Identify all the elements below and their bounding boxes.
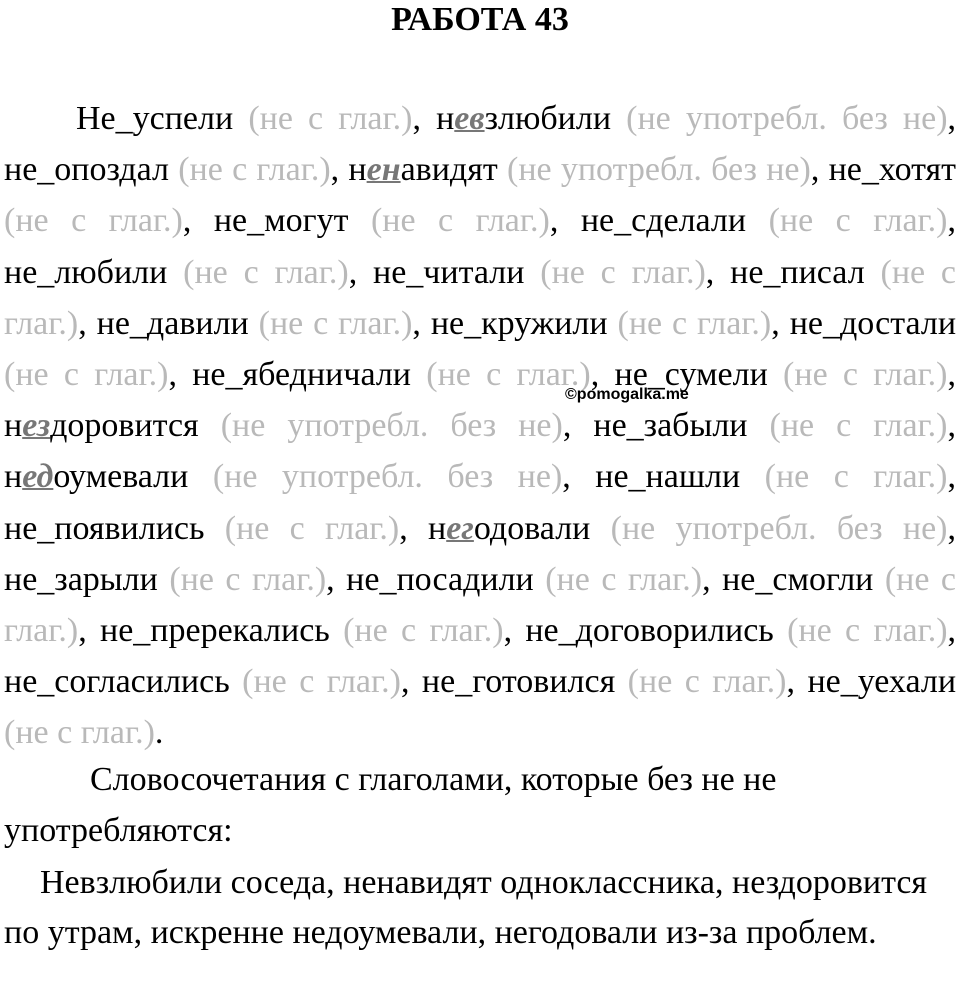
note-ne-s-glag: (не с глаг.) <box>783 356 948 394</box>
word: не_появились <box>4 509 205 547</box>
word: не_готовился <box>421 663 616 701</box>
word: не_зарыли <box>4 560 158 598</box>
note-ne-s-glag: (не с глаг.) <box>545 560 703 598</box>
note-ne-s-glag: (не с глаг.) <box>242 663 401 701</box>
word: не_пререкались <box>100 612 330 650</box>
word: не_кружили <box>430 304 608 342</box>
word: не_ябедничали <box>192 356 411 394</box>
word: не_уехали <box>807 663 957 701</box>
word: не_опоздал <box>4 151 169 189</box>
word-rest: одовали <box>473 509 591 547</box>
highlighted-letters: ег <box>446 509 474 547</box>
word-rest: оумевали <box>53 458 189 496</box>
note-ne-s-glag: (не с глаг.) <box>258 304 413 342</box>
word: не_забыли <box>593 407 748 445</box>
highlighted-letters: ез <box>22 407 51 445</box>
word: не_согласились <box>4 663 230 701</box>
watermark: ©pomogalka.me <box>565 386 689 403</box>
word: Не_успели <box>76 100 234 137</box>
note-ne-s-glag: (не с глаг.) <box>768 202 948 240</box>
page-title: РАБОТА 43 <box>391 1 569 38</box>
note-ne-upotr: (не употребл. без не) <box>507 151 811 189</box>
note-ne-s-glag: (не с глаг.) <box>540 253 706 291</box>
word-rest: доровится <box>50 407 199 445</box>
word-rest: злюбили <box>484 100 612 137</box>
examples-text: Невзлюбили соседа, ненавидят одноклассника, нездоровится по утрам, искренне недоумевали, негодовали из-за проблем. <box>4 864 928 951</box>
word: не_нашли <box>595 458 741 496</box>
note-ne-s-glag: (не с глаг.) <box>617 304 772 342</box>
word-pre: н <box>348 151 367 189</box>
note-ne-s-glag: (не с глаг.) <box>343 612 504 650</box>
word: не_хотят <box>828 151 957 189</box>
note-ne-s-glag: (не с глаг.) <box>4 202 183 240</box>
conclusion-text: Словосочетания с глаголами, которые без не не употребляются: <box>4 761 777 850</box>
word: не_смогли <box>722 560 874 598</box>
note-ne-s-glag: (не с глаг.) <box>4 253 957 342</box>
exercise-text: Не_успели (не с глаг.), невзлюбили (не употребл. без не), не_опоздал (не с глаг.), ненавидят (не употребл. без не), не_хотят (не с глаг.), не_могут (не с глаг.), не_сделали (не с глаг.), не_любили (не с глаг.), не_читали (не с глаг.), не_писал (не с глаг.), не_давили (не с глаг.), не_кружили (не с глаг.), не_достали (не с глаг.), не_ябедничали (не с глаг.), не_сумели (не с глаг.), нездоровится (не употребл. без не), не_забыли (не с глаг.), недоумевали (не употребл. без не), не_нашли (не с глаг.), не_появились (не с глаг.), негодовали (не употребл. без не), не_зарыли (не с глаг.), не_посадили (не с глаг.), не_смогли (не с глаг.), не_пререкались (не с глаг.), не_договорились (не с глаг.), не_согласились (не с глаг.), не_готовился (не с глаг.), не_уехали (не с глаг.). <box>4 100 957 752</box>
note-ne-s-glag: (не с глаг.) <box>4 714 155 752</box>
note-ne-upotr: (не употребл. без не) <box>220 407 563 445</box>
note-ne-s-glag: (не с глаг.) <box>183 253 349 291</box>
note-ne-upotr: (не употребл. без не) <box>610 509 948 547</box>
note-ne-upotr: (не употребл. без не) <box>626 100 948 137</box>
word: не_читали <box>373 253 525 291</box>
word: не_любили <box>4 253 168 291</box>
note-ne-s-glag: (не с глаг.) <box>769 407 948 445</box>
word: не_давили <box>96 304 249 342</box>
note-ne-s-glag: (не с глаг.) <box>764 458 948 496</box>
word: не_посадили <box>346 560 534 598</box>
word: не_сумели <box>614 356 768 394</box>
note-ne-s-glag: (не с глаг.) <box>787 612 948 650</box>
highlighted-letters: ен <box>366 151 401 189</box>
note-ne-s-glag: (не с глаг.) <box>627 663 787 701</box>
note-ne-s-glag: (не с глаг.) <box>224 509 400 547</box>
word-pre: н <box>4 458 23 496</box>
word-rest: авидят <box>400 151 498 189</box>
word: не_могут <box>213 202 349 240</box>
highlighted-letters: ев <box>454 100 485 137</box>
note-ne-upotr: (не употребл. без не) <box>212 458 563 496</box>
highlighted-letters: ед <box>22 458 54 496</box>
conclusion-paragraph <box>4 754 956 856</box>
note-ne-s-glag: (не с глаг.) <box>426 356 591 394</box>
word: не_сделали <box>580 202 747 240</box>
word-pre: н <box>4 407 23 445</box>
word-pre: н <box>428 509 447 547</box>
note-ne-s-glag: (не с глаг.) <box>370 202 550 240</box>
note-ne-s-glag: (не с глаг.) <box>4 560 957 650</box>
note-ne-s-glag: (не с глаг.) <box>169 560 327 598</box>
word: не_договорились <box>525 612 774 650</box>
note-ne-s-glag: (не с глаг.) <box>178 151 331 189</box>
word: не_писал <box>730 253 865 291</box>
word-pre: н <box>436 100 455 137</box>
examples-paragraph <box>4 858 956 958</box>
note-ne-s-glag: (не с глаг.) <box>4 356 169 394</box>
word: не_достали <box>789 304 957 342</box>
note-ne-s-glag: (не с глаг.) <box>248 100 413 137</box>
